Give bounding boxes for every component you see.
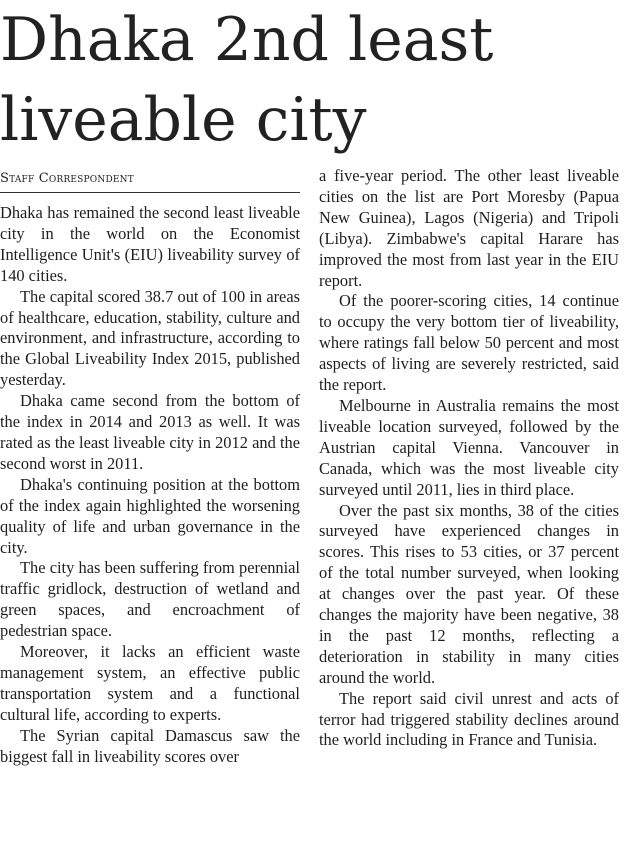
paragraph: Dhaka has remained the second least liveable city in the world on the Economist Intelligence Unit's (EIU) liveability survey of 140 cities. xyxy=(0,203,300,285)
byline: Staff Correspondent xyxy=(0,170,300,193)
paragraph: Melbourne in Australia remains the most liveable location surveyed, followed by the Austrian capital Vienna. Vancouver in Canada, which was the most liveable city surveyed until 2011, lies in third place. xyxy=(319,395,619,499)
paragraph: The capital scored 38.7 out of 100 in areas of healthcare, education, stability, culture and environment, and infrastructure, according to the Global Liveability Index 2015, published yesterday. xyxy=(0,286,300,390)
paragraph: The city has been suffering from perennial traffic gridlock, destruction of wetland and green spaces, and encroachment of pedestrian space. xyxy=(0,558,300,641)
paragraph: The Syrian capital Damascus saw the biggest fall in liveability scores over xyxy=(0,725,300,766)
paragraph: a five-year period. The other least liveable cities on the list are Port Moresby (Papua New Guinea), Lagos (Nigeria) and Tripoli (Libya). Zimbabwe's capital Harare has improved the most from last year in the EIU report. xyxy=(319,166,619,290)
paragraph: Dhaka's continuing position at the bottom of the index again highlighted the worsening quality of life and urban governance in the city. xyxy=(0,474,300,557)
article-column-right xyxy=(319,166,619,751)
headline xyxy=(0,0,628,160)
headline-line-1: Dhaka 2nd least xyxy=(0,5,494,75)
headline-line-2: liveable city xyxy=(0,85,367,155)
paragraph: Moreover, it lacks an efficient waste management system, an effective public transportation system and a functional cultural life, according to experts. xyxy=(0,642,300,724)
paragraph: Over the past six months, 38 of the cities surveyed have experienced changes in scores. This rises to 53 cities, or 37 percent of the total number surveyed, when looking at changes over the past year. Of these changes the majority have been negative, 38 in the past 12 months, reflecting a deterioration in stability in many cities around the world. xyxy=(319,500,619,687)
paragraph: The report said civil unrest and acts of terror had triggered stability declines around the world including in France and Tunisia. xyxy=(319,688,619,750)
article-column-left xyxy=(0,203,300,767)
paragraph: Dhaka came second from the bottom of the index in 2014 and 2013 as well. It was rated as the least liveable city in 2012 and the second worst in 2011. xyxy=(0,391,300,473)
paragraph: Of the poorer-scoring cities, 14 continue to occupy the very bottom tier of liveability, where ratings fall below 50 percent and most aspects of living are severely restricted, said the report. xyxy=(319,291,619,395)
